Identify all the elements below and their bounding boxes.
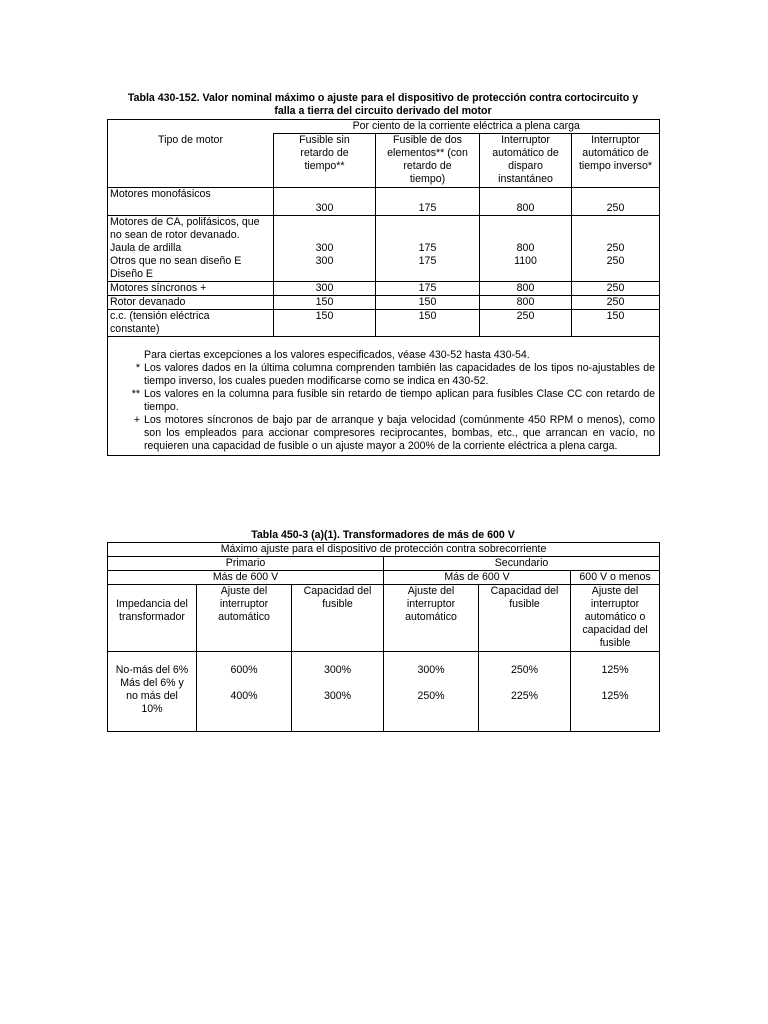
header-line: Ajuste del [220,585,268,597]
label-line: no sean de rotor devanado. [110,229,240,241]
value: 800 [516,242,535,254]
table-430-title [107,92,659,118]
note-mark: ** [131,388,140,400]
cell [197,652,292,732]
max-setting-header: Máximo ajuste para el dispositivo de protección contra sobrecorriente [108,543,660,557]
note-mark [112,349,144,362]
note-text: Los motores síncronos de bajo par de arranque y baja velocidad (comúnmente 450 RPM o menos), como son los empleados para accionar compresores reciprocantes, bombas, etc., que arrancan en vacío, no requieren una capacidad de fusible o un ajuste mayor a 200% de la corriente eléctrica a plena carga. [144,414,655,452]
row-label: Motores síncronos + [108,282,274,296]
cell: 150 [376,310,480,337]
cell [292,652,384,732]
secondary-header: Secundario [384,557,660,571]
cell: 150 [274,310,376,337]
label-line: Motores de CA, polifásicos, que [110,216,260,228]
row-label [108,216,274,282]
header-line: Interruptor [501,134,550,146]
secondary-breaker-header [384,585,479,652]
cell: 175 [376,282,480,296]
cell: 250 [572,188,660,216]
header-line: disparo [508,160,543,172]
value: 300 [315,242,334,254]
breaker-instant-header [480,134,572,188]
header-line: automático o [584,611,646,623]
value: 10% [141,703,163,715]
table-row [108,216,660,282]
value: 125% [601,664,629,676]
table-row [108,652,660,732]
header-line: fusible [322,598,353,610]
cell [572,216,660,282]
value: 250 [606,242,625,254]
label-line: Otros que no sean diseño E [110,255,242,267]
header-line: tiempo) [409,173,446,185]
header-line: Ajuste del [591,585,639,597]
table-450-3 [107,542,660,732]
cell: 250 [572,296,660,310]
note [112,349,655,362]
cell: 300 [274,188,376,216]
value: Más del 6% y [120,677,184,689]
header-line: automático de [492,147,559,159]
table-row [108,585,660,652]
note-mark: + [133,414,140,426]
cell: 150 [274,296,376,310]
header-line: Ajuste del [407,585,455,597]
note-text: Los valores dados en la última columna comprenden también las capacidades de los tipos no-ajustables de tiempo inverso, los cuales pueden modificarse como se indica en 430-52. [144,362,655,387]
value: 175 [418,242,437,254]
value: 300 [315,255,334,267]
cell [480,216,572,282]
cell: 800 [480,296,572,310]
table-row [108,310,660,337]
primary-breaker-header [197,585,292,652]
cell: 300 [274,282,376,296]
table-450-title: Tabla 450-3 (a)(1). Transformadores de más de 600 V [251,529,515,541]
header-line: capacidad del [582,624,648,636]
header-line: retardo de [300,147,349,159]
header-line: automático de [582,147,649,159]
table-row [108,188,660,216]
header-line: interruptor [219,598,269,610]
value: 250% [510,664,539,676]
cell: 250 [480,310,572,337]
header-line: interruptor [406,598,456,610]
header-line: interruptor [590,598,640,610]
header-line: retardo de [403,160,452,172]
row-label: Rotor devanado [108,296,274,310]
header-line: Interruptor [591,134,640,146]
cell: 175 [376,188,480,216]
cell [384,652,479,732]
row-label: Motores monofásicos [108,188,274,216]
header-line: instantáneo [498,173,553,185]
percent-header: Por ciento de la corriente eléctrica a plena carga [274,120,660,134]
cell [274,216,376,282]
note-text: Los valores en la columna para fusible sin retardo de tiempo aplican para fusibles Clase CC con retardo de tiempo. [144,388,655,413]
header-line: automático [405,611,457,623]
header-line: Impedancia del [116,598,188,610]
secondary-600-or-less-header: 600 V o menos [571,571,660,585]
header-line: fusible [599,637,631,649]
table-row [108,571,660,585]
value: 300% [323,690,352,702]
table-row [108,543,660,557]
note-mark: * [135,362,140,374]
header-line: transformador [119,611,185,623]
value: 300% [323,664,352,676]
label-line: c.c. (tensión eléctrica [110,310,210,322]
header-line: elementos** (con [387,147,468,159]
header-line: tiempo inverso* [578,160,652,172]
secondary-low-header [571,585,660,652]
value: 1100 [514,255,537,267]
header-line: Capacidad del [490,585,559,597]
note [112,362,655,388]
value: 125% [601,690,629,702]
table-row [108,557,660,571]
impedance-header [108,585,197,652]
value: No-más del 6% [115,664,189,676]
secondary-fuse-header [479,585,571,652]
header-line: Fusible sin [299,134,350,146]
fuse-dual-header [376,134,480,188]
primary-over-600-header: Más de 600 V [108,571,384,585]
table-row [108,337,660,456]
cell: 250 [572,282,660,296]
impedance-cell [108,652,197,732]
table-430-title-line: Tabla 430-152. Valor nominal máximo o ajuste para el dispositivo de protección contra cortocircuito y [127,92,639,104]
breaker-inverse-header [572,134,660,188]
value: 400% [230,690,258,702]
header-line: Fusible de dos [393,134,462,146]
header-line: Capacidad del [303,585,372,597]
motor-type-header-spacer [108,120,274,134]
label-line: Diseño E [110,268,153,280]
table-430-title-line: falla a tierra del circuito derivado del motor [274,105,492,117]
secondary-over-600-header: Más de 600 V [384,571,571,585]
label-line: constante) [110,323,160,335]
cell: 150 [572,310,660,337]
header-line: fusible [509,598,540,610]
cell: 150 [376,296,480,310]
fuse-no-delay-header [274,134,376,188]
header-line: tiempo** [304,160,345,172]
table-430-152 [107,119,660,456]
cell: 800 [480,282,572,296]
value: 600% [230,664,258,676]
motor-type-header: Tipo de motor [108,134,274,188]
note [112,388,655,414]
table-row [108,134,660,188]
cell [571,652,660,732]
table-row [108,296,660,310]
note-text: Para ciertas excepciones a los valores especificados, véase 430-52 hasta 430-54. [144,349,530,361]
table-row [108,120,660,134]
label-line: Jaula de ardilla [110,242,182,254]
table-notes [108,337,660,456]
table-row [108,282,660,296]
value: 225% [510,690,539,702]
value: 250% [417,690,445,702]
value: no más del [126,690,178,702]
row-label [108,310,274,337]
cell: 800 [480,188,572,216]
value: 250 [606,255,625,267]
cell [479,652,571,732]
value: 300% [417,664,445,676]
note [112,414,655,453]
cell [376,216,480,282]
primary-fuse-header [292,585,384,652]
primary-header: Primario [108,557,384,571]
header-line: automático [218,611,270,623]
value: 175 [418,255,437,267]
